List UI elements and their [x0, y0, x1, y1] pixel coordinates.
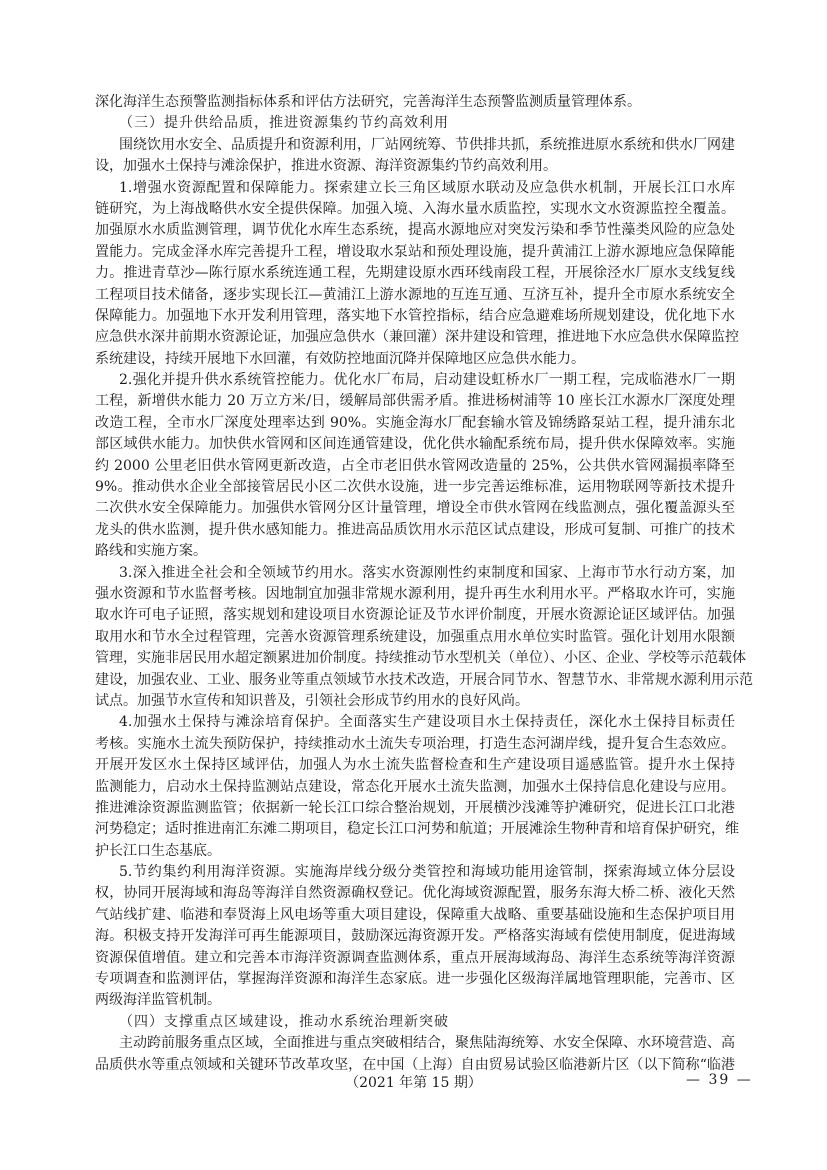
- paragraph: [95, 563, 753, 713]
- text-line: 工程，新增供水能力 20 万立方米/日，缓解局部供需矛盾。推进杨树浦等 10 座长江水源水厂深度处理: [95, 393, 735, 410]
- text-line: 二次供水安全保障能力。加强供水管网分区计量管理，增设全市供水管网在线监测点，强化覆盖源头至: [95, 500, 735, 517]
- text-line: 力。推进青草沙—陈行原水系统连通工程，先期建设原水西环线南段工程，开展徐泾水厂原水支线复线: [95, 265, 735, 282]
- text-line: 龙头的供水监测，提升供水感知能力。推进高品质饮用水示范区试点建设，形成可复制、可推广的技术: [95, 521, 735, 538]
- text-line: 气站线扩建、临港和奉贤海上风电场等重大项目建设，保障重大战略、重要基础设施和生态保护项目用: [95, 906, 735, 923]
- text-line: 监测能力，启动水土保持监测站点建设，常态化开展水土流失监测，加强水土保持信息化建设与应用。: [95, 778, 735, 795]
- text-line: 开展开发区水土保持区域评估，加强人为水土流失监督检查和生产建设项目遥感监管。提升水土保持: [95, 757, 735, 774]
- text-line: 专项调查和监测评估，掌握海洋资源和海洋生态家底。进一步强化区级海洋属地管理职能，完善市、区: [95, 971, 735, 988]
- issue-label: （2021 年第 15 期）: [345, 1075, 482, 1091]
- paragraph: [95, 178, 739, 371]
- text-line: 深化海洋生态预警监测指标体系和评估方法研究，完善海洋生态预警监测质量管理体系。: [95, 94, 641, 110]
- text-line: 取水许可电子证照，落实规划和建设项目水资源论证及节水评价制度，开展水资源论证区域评估。加强: [95, 607, 735, 624]
- text-line: （三）提升供给品质，推进资源集约节约高效利用: [119, 115, 449, 132]
- paragraph: [95, 712, 739, 862]
- text-line: 9%。推动供水企业全部接管居民小区二次供水设施，进一步完善运维标准，运用物联网等新技术提升: [95, 479, 735, 496]
- paragraph: [95, 135, 735, 178]
- page-number: — 39 —: [686, 1072, 753, 1088]
- paragraph: [95, 1033, 735, 1076]
- text-line: 推进滩涂资源监测监管；依据新一轮长江口综合整治规划，开展横沙浅滩等护滩研究，促进长江口北港: [95, 799, 735, 816]
- text-line: 1.增强水资源配置和保障能力。探索建立长三角区域原水联动及应急供水机制，开展长江口水库: [119, 179, 735, 196]
- text-line: 强水资源和节水监督考核。因地制宜加强非常规水源利用，提升再生水利用水平。严格取水许可，实施: [95, 585, 735, 602]
- text-line: 河势稳定；适时推进南汇东滩二期项目，稳定长江口河势和航道；开展滩涂生物种青和培育保护研究，维: [95, 821, 739, 838]
- text-line: 加强原水水质监测管理，调节优化水库生态系统，提高水源地应对突发污染和季节性藻类风险的应急处: [95, 222, 735, 239]
- text-line: 约 2000 公里老旧供水管网更新改造，占全市老旧供水管网改造量的 25%，公共供水管网漏损率降至: [95, 457, 735, 474]
- text-line: 围绕饮用水安全、品质提升和资源利用，厂站网统筹、节供排共抓，系统推进原水系统和供水厂网建: [119, 136, 735, 153]
- text-line: （四）支撑重点区域建设，推动水系统治理新突破: [119, 1013, 449, 1030]
- text-line: 应急供水深井前期水资源论证，加强应急供水（兼回灌）深井建设和管理，推进地下水应急供水保障监控: [95, 329, 739, 346]
- paragraph: [95, 370, 735, 563]
- text-line: 海。积极支持开发海洋可再生能源项目，鼓励深远海资源开发。严格落实海域有偿使用制度，促进海域: [95, 928, 735, 945]
- text-line: 取用水和节水全过程管理，完善水资源管理系统建设，加强重点用水单位实时监管。强化计划用水限额: [95, 628, 735, 645]
- text-line: 两级海洋监管机制。: [95, 992, 221, 1009]
- text-line: 系统建设，持续开展地下水回灌，有效防控地面沉降并保障地区应急供水能力。: [95, 350, 585, 367]
- text-line: 置能力。完成金泽水库完善提升工程，增设取水泵站和预处理设施，提升黄浦江上游水源地应急保障能: [95, 243, 735, 260]
- text-line: 4.加强水土保持与滩涂培育保护。全面落实生产建设项目水土保持责任，深化水土保持目标责任: [119, 714, 735, 731]
- text-line: 资源保值增值。建立和完善本市海洋资源调查监测体系，重点开展海域海岛、海洋生态系统等海洋资源: [95, 949, 735, 966]
- text-line: 改造工程，全市水厂深度处理率达到 90%。实施金海水厂配套输水管及锦绣路泵站工程，提升浦东北: [95, 414, 735, 431]
- text-line: 管理，实施非居民用水超定额累进加价制度。持续推动节水型机关（单位）、小区、企业、学校等示范载体: [95, 650, 746, 667]
- paragraph: [95, 92, 735, 113]
- text-line: 保障能力。加强地下水开发利用管理，落实地下水管控指标，结合应急避难场所规划建设，优化地下水: [95, 307, 735, 324]
- text-line: 考核。实施水土流失预防保护，持续推动水土流失专项治理，打造生态河湖岸线，提升复合生态效应。: [95, 735, 735, 752]
- text-line: 护长江口生态基底。: [95, 842, 221, 859]
- section-heading: [95, 1012, 735, 1033]
- section-heading: [95, 113, 735, 134]
- text-line: 链研究，为上海战略供水安全提供保障。加强入境、入海水量水质监控，实现水文水资源监控全覆盖。: [95, 200, 735, 217]
- paragraph: [95, 862, 735, 1012]
- document-body: [95, 92, 753, 1076]
- text-line: 2.强化并提升供水系统管控能力。优化水厂布局，启动建设虹桥水厂一期工程，完成临港水厂一期: [119, 372, 735, 389]
- text-line: 5.节约集约利用海洋资源。实施海岸线分级分类管控和海域功能用途管制，探索海域立体分层设: [119, 864, 735, 881]
- text-line: 权，协同开展海域和海岛等海洋自然资源确权登记。优化海域资源配置，服务东海大桥二桥、液化天然: [95, 885, 735, 902]
- text-line: 建设，加强农业、工业、服务业等重点领域节水技术改造，开展合同节水、智慧节水、非常规水源利用示范: [95, 671, 753, 688]
- text-line: 试点。加强节水宣传和知识普及，引领社会形成节约用水的良好风尚。: [95, 692, 529, 709]
- text-line: 部区域供水能力。加快供水管网和区间连通管建设，优化供水输配系统布局，提升供水保障效率。实施: [95, 436, 735, 453]
- text-line: 3.深入推进全社会和全领域节约用水。落实水资源刚性约束制度和国家、上海市节水行动方案，加: [119, 564, 735, 581]
- text-line: 设，加强水土保持与滩涂保护，推进水资源、海洋资源集约节约高效利用。: [95, 158, 557, 175]
- text-line: 主动跨前服务重点区域，全面推进与重点突破相结合，聚焦陆海统筹、水安全保障、水环境营造、高: [119, 1035, 735, 1052]
- text-line: 工程项目技术储备，逐步实现长江—黄浦江上游水源地的互连互通、互济互补，提升全市原水系统安全: [95, 286, 735, 303]
- text-line: 品质供水等重点领域和关键环节改革攻坚，在中国（上海）自由贸易试验区临港新片区（以下简称“临港: [95, 1056, 735, 1073]
- text-line: 路线和实施方案。: [95, 543, 207, 560]
